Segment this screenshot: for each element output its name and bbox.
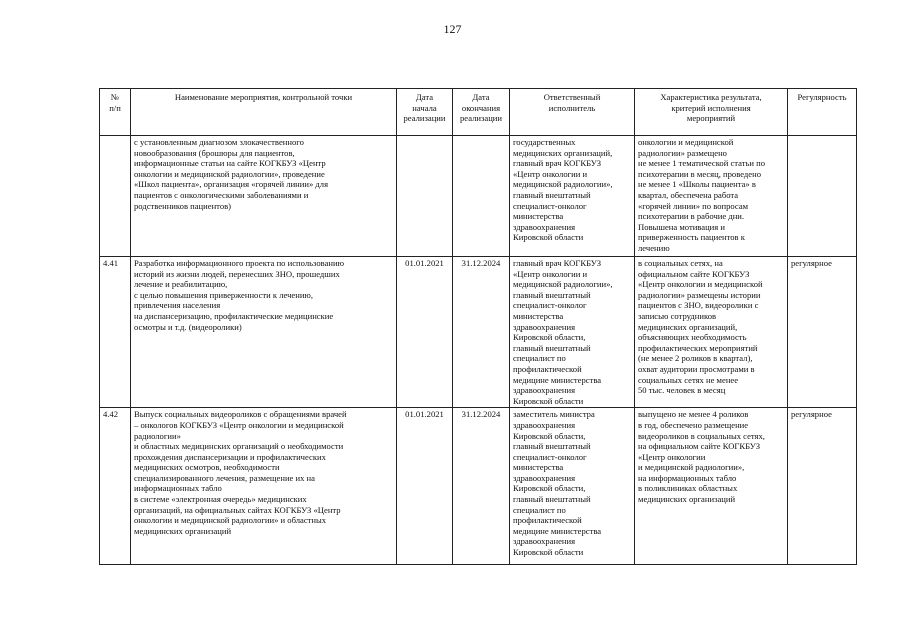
row-event-name: Разработка информационного проекта по использованию историй из жизни людей, перенесших ЗНО, прошедших лечение и реабилитацию, с целью повышения приверженности к лечению, привлечения населения на диспансеризацию, профилактические медицинские осмотры и т.д. (видеоролики) — [131, 257, 397, 408]
row-event-name: Выпуск социальных видеороликов с обращениями врачей – онкологов КОГКБУЗ «Центр онкологии и медицинской радиологии» и областных медицинских организаций о необходимости прохождения диспансеризации и профилактических медицинских осмотров, необходимости специализированного лечения, размещение их на информационных табло в системе «электронная очередь» медицинских организаций, на официальных сайтах КОГКБУЗ «Центр онкологии и медицинской радиологии» и областных медицинских организаций — [131, 408, 397, 565]
row-regularity: регулярное — [788, 408, 857, 565]
page-number: 127 — [443, 22, 462, 36]
header-end-date: Дата окончания реализации — [453, 89, 510, 136]
header-regularity: Регулярность — [788, 89, 857, 136]
row-end-date — [453, 136, 510, 257]
row-result: выпущено не менее 4 роликов в год, обеспечено размещение видеороликов в социальных сетях, на официальном сайте КОГКБУЗ «Центр онкологии и медицинской радиологии», на информационных табло в поликлиниках областных медицинских организаций — [635, 408, 788, 565]
table-row — [100, 257, 857, 408]
header-start-date: Дата начала реализации — [397, 89, 453, 136]
row-result: онкологии и медицинской радиологии» размещено не менее 1 тематической статьи по психотерапии в месяц, проведено не менее 1 «Школы пациента» в квартал, обеспечена работа «горячей линии» по вопросам психотерапии в рабочие дни. Повышена мотивация и приверженность пациентов к лечению — [635, 136, 788, 257]
header-result: Характеристика результата, критерий исполнения мероприятий — [635, 89, 788, 136]
row-responsible: заместитель министра здравоохранения Кировской области, главный внештатный специалист-онколог министерства здравоохранения Кировской области, главный внештатный специалист по профилактической медицине министерства здравоохранения Кировской области — [510, 408, 635, 565]
events-table — [99, 88, 857, 565]
row-responsible: главный врач КОГКБУЗ «Центр онкологии и медицинской радиологии», главный внештатный специалист-онколог министерства здравоохранения Кировской области, главный внештатный специалист по профилактической медицине министерства здравоохранения Кировской области — [510, 257, 635, 408]
row-end-date: 31.12.2024 — [453, 408, 510, 565]
row-event-name: с установленным диагнозом злокачественного новообразования (брошюры для пациентов, информационные статьи на сайте КОГКБУЗ «Центр онкологии и медицинской радиологии», проведение «Школ пациента», организация «горячей линии» для пациентов с онкологическими заболеваниями и родственников пациентов) — [131, 136, 397, 257]
row-start-date — [397, 136, 453, 257]
row-regularity — [788, 136, 857, 257]
header-event-name: Наименование мероприятия, контрольной точки — [131, 89, 397, 136]
row-start-date: 01.01.2021 — [397, 408, 453, 565]
row-result: в социальных сетях, на официальном сайте КОГКБУЗ «Центр онкологии и медицинской радиологии» размещены истории пациентов с ЗНО, видеоролики с записью сотрудников медицинских организаций, объясняющих необходимость профилактических мероприятий (не менее 2 роликов в квартал), охват аудитории просмотрами в социальных сетях не менее 50 тыс. человек в месяц — [635, 257, 788, 408]
table-row — [100, 136, 857, 257]
header-number: № п/п — [100, 89, 131, 136]
row-number: 4.42 — [100, 408, 131, 565]
row-number — [100, 136, 131, 257]
table-header-row — [100, 89, 857, 136]
row-regularity: регулярное — [788, 257, 857, 408]
row-end-date: 31.12.2024 — [453, 257, 510, 408]
row-start-date: 01.01.2021 — [397, 257, 453, 408]
row-responsible: государственных медицинских организаций, главный врач КОГКБУЗ «Центр онкологии и медицинской радиологии», главный внештатный специалист-онколог министерства здравоохранения Кировской области — [510, 136, 635, 257]
row-number: 4.41 — [100, 257, 131, 408]
table-row — [100, 408, 857, 565]
header-responsible: Ответственный исполнитель — [510, 89, 635, 136]
